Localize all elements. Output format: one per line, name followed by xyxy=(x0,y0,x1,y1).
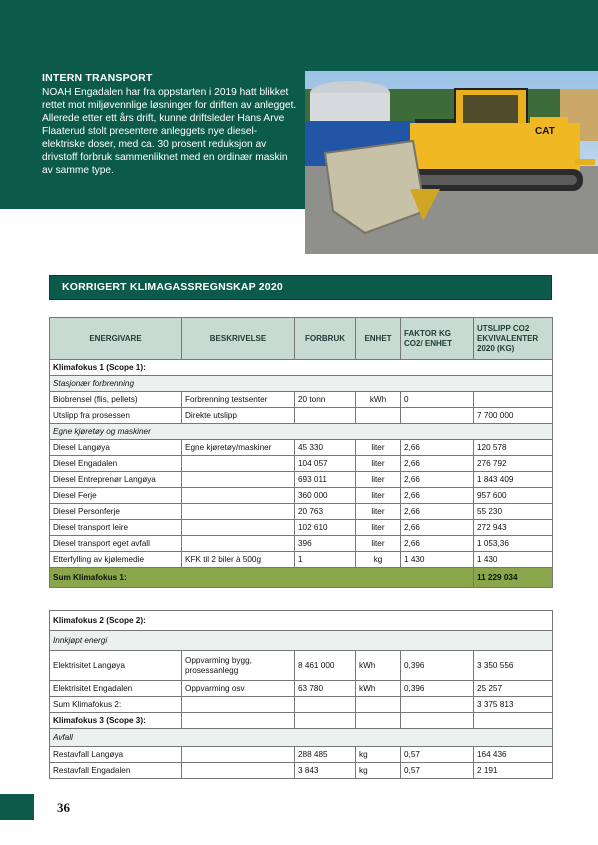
cell-unit: kWh xyxy=(356,392,401,408)
sum-value: 3 375 813 xyxy=(474,697,553,713)
cell-energy: Diesel Engadalen xyxy=(50,456,182,472)
table-row xyxy=(50,552,553,568)
cell-consumption: 360 000 xyxy=(295,488,356,504)
header-description: BESKRIVELSE xyxy=(182,318,295,360)
cell-energy: Restavfall Engadalen xyxy=(50,763,182,779)
scope1-title-row xyxy=(50,360,553,376)
cell-factor: 2,66 xyxy=(401,504,474,520)
sum-label: Sum Klimafokus 1: xyxy=(50,568,474,588)
cell-consumption: 1 xyxy=(295,552,356,568)
cell-factor: 2,66 xyxy=(401,440,474,456)
sum-value: 11 229 034 xyxy=(474,568,553,588)
scope2-title: Klimafokus 2 (Scope 2): xyxy=(50,611,553,631)
cell-factor: 2,66 xyxy=(401,520,474,536)
cell-unit: kg xyxy=(356,747,401,763)
cell-consumption: 102 610 xyxy=(295,520,356,536)
cell-energy: Etterfylling av kjølemedie xyxy=(50,552,182,568)
table-row xyxy=(50,456,553,472)
cell-emission xyxy=(474,392,553,408)
table-row xyxy=(50,651,553,681)
cell-energy: Elektrisitet Engadalen xyxy=(50,681,182,697)
subheader-row xyxy=(50,631,553,651)
cell-energy: Diesel transport leire xyxy=(50,520,182,536)
cell-unit: liter xyxy=(356,456,401,472)
cell-energy: Elektrisitet Langøya xyxy=(50,651,182,681)
header-factor: FAKTOR KG CO2/ ENHET xyxy=(401,318,474,360)
intro-heading: INTERN TRANSPORT xyxy=(42,72,153,84)
cell-factor: 2,66 xyxy=(401,472,474,488)
cell-energy: Diesel transport eget avfall xyxy=(50,536,182,552)
svg-text:CAT: CAT xyxy=(535,126,555,137)
subheader-row xyxy=(50,729,553,747)
cell-description xyxy=(182,456,295,472)
cell-unit: liter xyxy=(356,472,401,488)
scope3-title: Klimafokus 3 (Scope 3): xyxy=(50,713,182,729)
cell-description xyxy=(182,504,295,520)
cell-factor: 2,66 xyxy=(401,536,474,552)
cell-consumption xyxy=(295,408,356,424)
table-row xyxy=(50,408,553,424)
section-title: KORRIGERT KLIMAGASSREGNSKAP 2020 xyxy=(49,275,552,300)
bulldozer-illustration xyxy=(305,71,598,254)
header-unit: ENHET xyxy=(356,318,401,360)
emissions-table-scope2-3 xyxy=(49,610,553,779)
cell-factor xyxy=(401,408,474,424)
cell-unit xyxy=(356,408,401,424)
cell-consumption: 45 330 xyxy=(295,440,356,456)
cell-emission: 55 230 xyxy=(474,504,553,520)
cell-energy: Diesel Langøya xyxy=(50,440,182,456)
hero-notch xyxy=(555,0,598,71)
page-number-bar xyxy=(0,794,34,820)
sum-row xyxy=(50,697,553,713)
table-row xyxy=(50,763,553,779)
cell-description xyxy=(182,472,295,488)
emissions-table-scope1 xyxy=(49,317,553,588)
cell-consumption: 63 780 xyxy=(295,681,356,697)
intro-block xyxy=(42,72,297,177)
cell-energy: Diesel Entreprenør Langøya xyxy=(50,472,182,488)
table-row xyxy=(50,747,553,763)
table-row xyxy=(50,504,553,520)
cell-unit: liter xyxy=(356,536,401,552)
cell-energy: Diesel Ferje xyxy=(50,488,182,504)
cell-energy: Diesel Personferje xyxy=(50,504,182,520)
cell-emission: 272 943 xyxy=(474,520,553,536)
cell-description xyxy=(182,488,295,504)
subheader-waste: Avfall xyxy=(50,729,553,747)
cell-unit: kWh xyxy=(356,681,401,697)
cell-description: Direkte utslipp xyxy=(182,408,295,424)
cell-emission: 3 350 556 xyxy=(474,651,553,681)
cell-unit: liter xyxy=(356,488,401,504)
cell-emission: 2 191 xyxy=(474,763,553,779)
cell-factor: 0 xyxy=(401,392,474,408)
cell-factor: 0,396 xyxy=(401,681,474,697)
header-consumption: FORBRUK xyxy=(295,318,356,360)
cell-emission: 1 053,36 xyxy=(474,536,553,552)
cell-unit: kg xyxy=(356,763,401,779)
cell-emission: 25 257 xyxy=(474,681,553,697)
cell-emission: 1 430 xyxy=(474,552,553,568)
cell-unit: liter xyxy=(356,440,401,456)
cell-description xyxy=(182,763,295,779)
cell-consumption: 104 057 xyxy=(295,456,356,472)
scope3-title-row xyxy=(50,713,553,729)
subheader-row xyxy=(50,424,553,440)
cell-consumption: 8 461 000 xyxy=(295,651,356,681)
cell-emission: 957 600 xyxy=(474,488,553,504)
table-header-row xyxy=(50,318,553,360)
cell-consumption: 288 485 xyxy=(295,747,356,763)
page-number: 36 xyxy=(57,800,70,815)
sum-label: Sum Klimafokus 2: xyxy=(50,697,182,713)
cell-emission: 276 792 xyxy=(474,456,553,472)
table-row xyxy=(50,520,553,536)
cell-factor: 0,57 xyxy=(401,763,474,779)
cell-factor: 0,396 xyxy=(401,651,474,681)
bulldozer-photo xyxy=(305,71,598,254)
cell-unit: liter xyxy=(356,520,401,536)
cell-energy: Restavfall Langøya xyxy=(50,747,182,763)
cell-unit: liter xyxy=(356,504,401,520)
cell-emission: 120 578 xyxy=(474,440,553,456)
scope1-title: Klimafokus 1 (Scope 1): xyxy=(50,360,553,376)
cell-consumption: 693 011 xyxy=(295,472,356,488)
subheader-stationary: Stasjonær forbrenning xyxy=(50,376,553,392)
subheader-row xyxy=(50,376,553,392)
cell-consumption: 396 xyxy=(295,536,356,552)
header-energy: ENERGIVARE xyxy=(50,318,182,360)
cell-description xyxy=(182,747,295,763)
cell-description: Forbrenning testsenter xyxy=(182,392,295,408)
cell-description: KFK til 2 biler à 500g xyxy=(182,552,295,568)
cell-energy: Biobrensel (flis, pellets) xyxy=(50,392,182,408)
cell-factor: 1 430 xyxy=(401,552,474,568)
table-row xyxy=(50,472,553,488)
cell-emission: 7 700 000 xyxy=(474,408,553,424)
cell-consumption: 20 tonn xyxy=(295,392,356,408)
table-row xyxy=(50,440,553,456)
scope2-title-row xyxy=(50,611,553,631)
cell-description xyxy=(182,520,295,536)
cell-unit: kg xyxy=(356,552,401,568)
subheader-vehicles: Egne kjøretøy og maskiner xyxy=(50,424,553,440)
cell-unit: kWh xyxy=(356,651,401,681)
cell-description xyxy=(182,536,295,552)
subheader-energy: Innkjøpt energi xyxy=(50,631,553,651)
cell-emission: 1 843 409 xyxy=(474,472,553,488)
cell-emission: 164 436 xyxy=(474,747,553,763)
cell-description: Oppvarming osv xyxy=(182,681,295,697)
cell-factor: 2,66 xyxy=(401,488,474,504)
table-row xyxy=(50,681,553,697)
sum-row xyxy=(50,568,553,588)
cell-factor: 0,57 xyxy=(401,747,474,763)
cell-consumption: 20 763 xyxy=(295,504,356,520)
intro-text: NOAH Engadalen har fra oppstarten i 2019 hatt blikket rettet mot miljøvennlige løsninger for driften av anlegget. Allerede etter ett års drift, kunne driftsleder Hans Arve Flaaterud stolt presentere anleggets nye diesel-elektriske doser, med ca. 30 prosent reduksjon av drivstoff forbruk sammenliknet med en ordinær maskin av samme type. xyxy=(42,87,297,176)
header-emission: UTSLIPP CO2 EKVIVALENTER 2020 (KG) xyxy=(474,318,553,360)
table-row xyxy=(50,536,553,552)
cell-description: Oppvarming bygg, prosessanlegg xyxy=(182,651,295,681)
cell-energy: Utslipp fra prosessen xyxy=(50,408,182,424)
cell-description: Egne kjøretøy/maskiner xyxy=(182,440,295,456)
table-row xyxy=(50,392,553,408)
table-row xyxy=(50,488,553,504)
cell-factor: 2,66 xyxy=(401,456,474,472)
cell-consumption: 3 843 xyxy=(295,763,356,779)
